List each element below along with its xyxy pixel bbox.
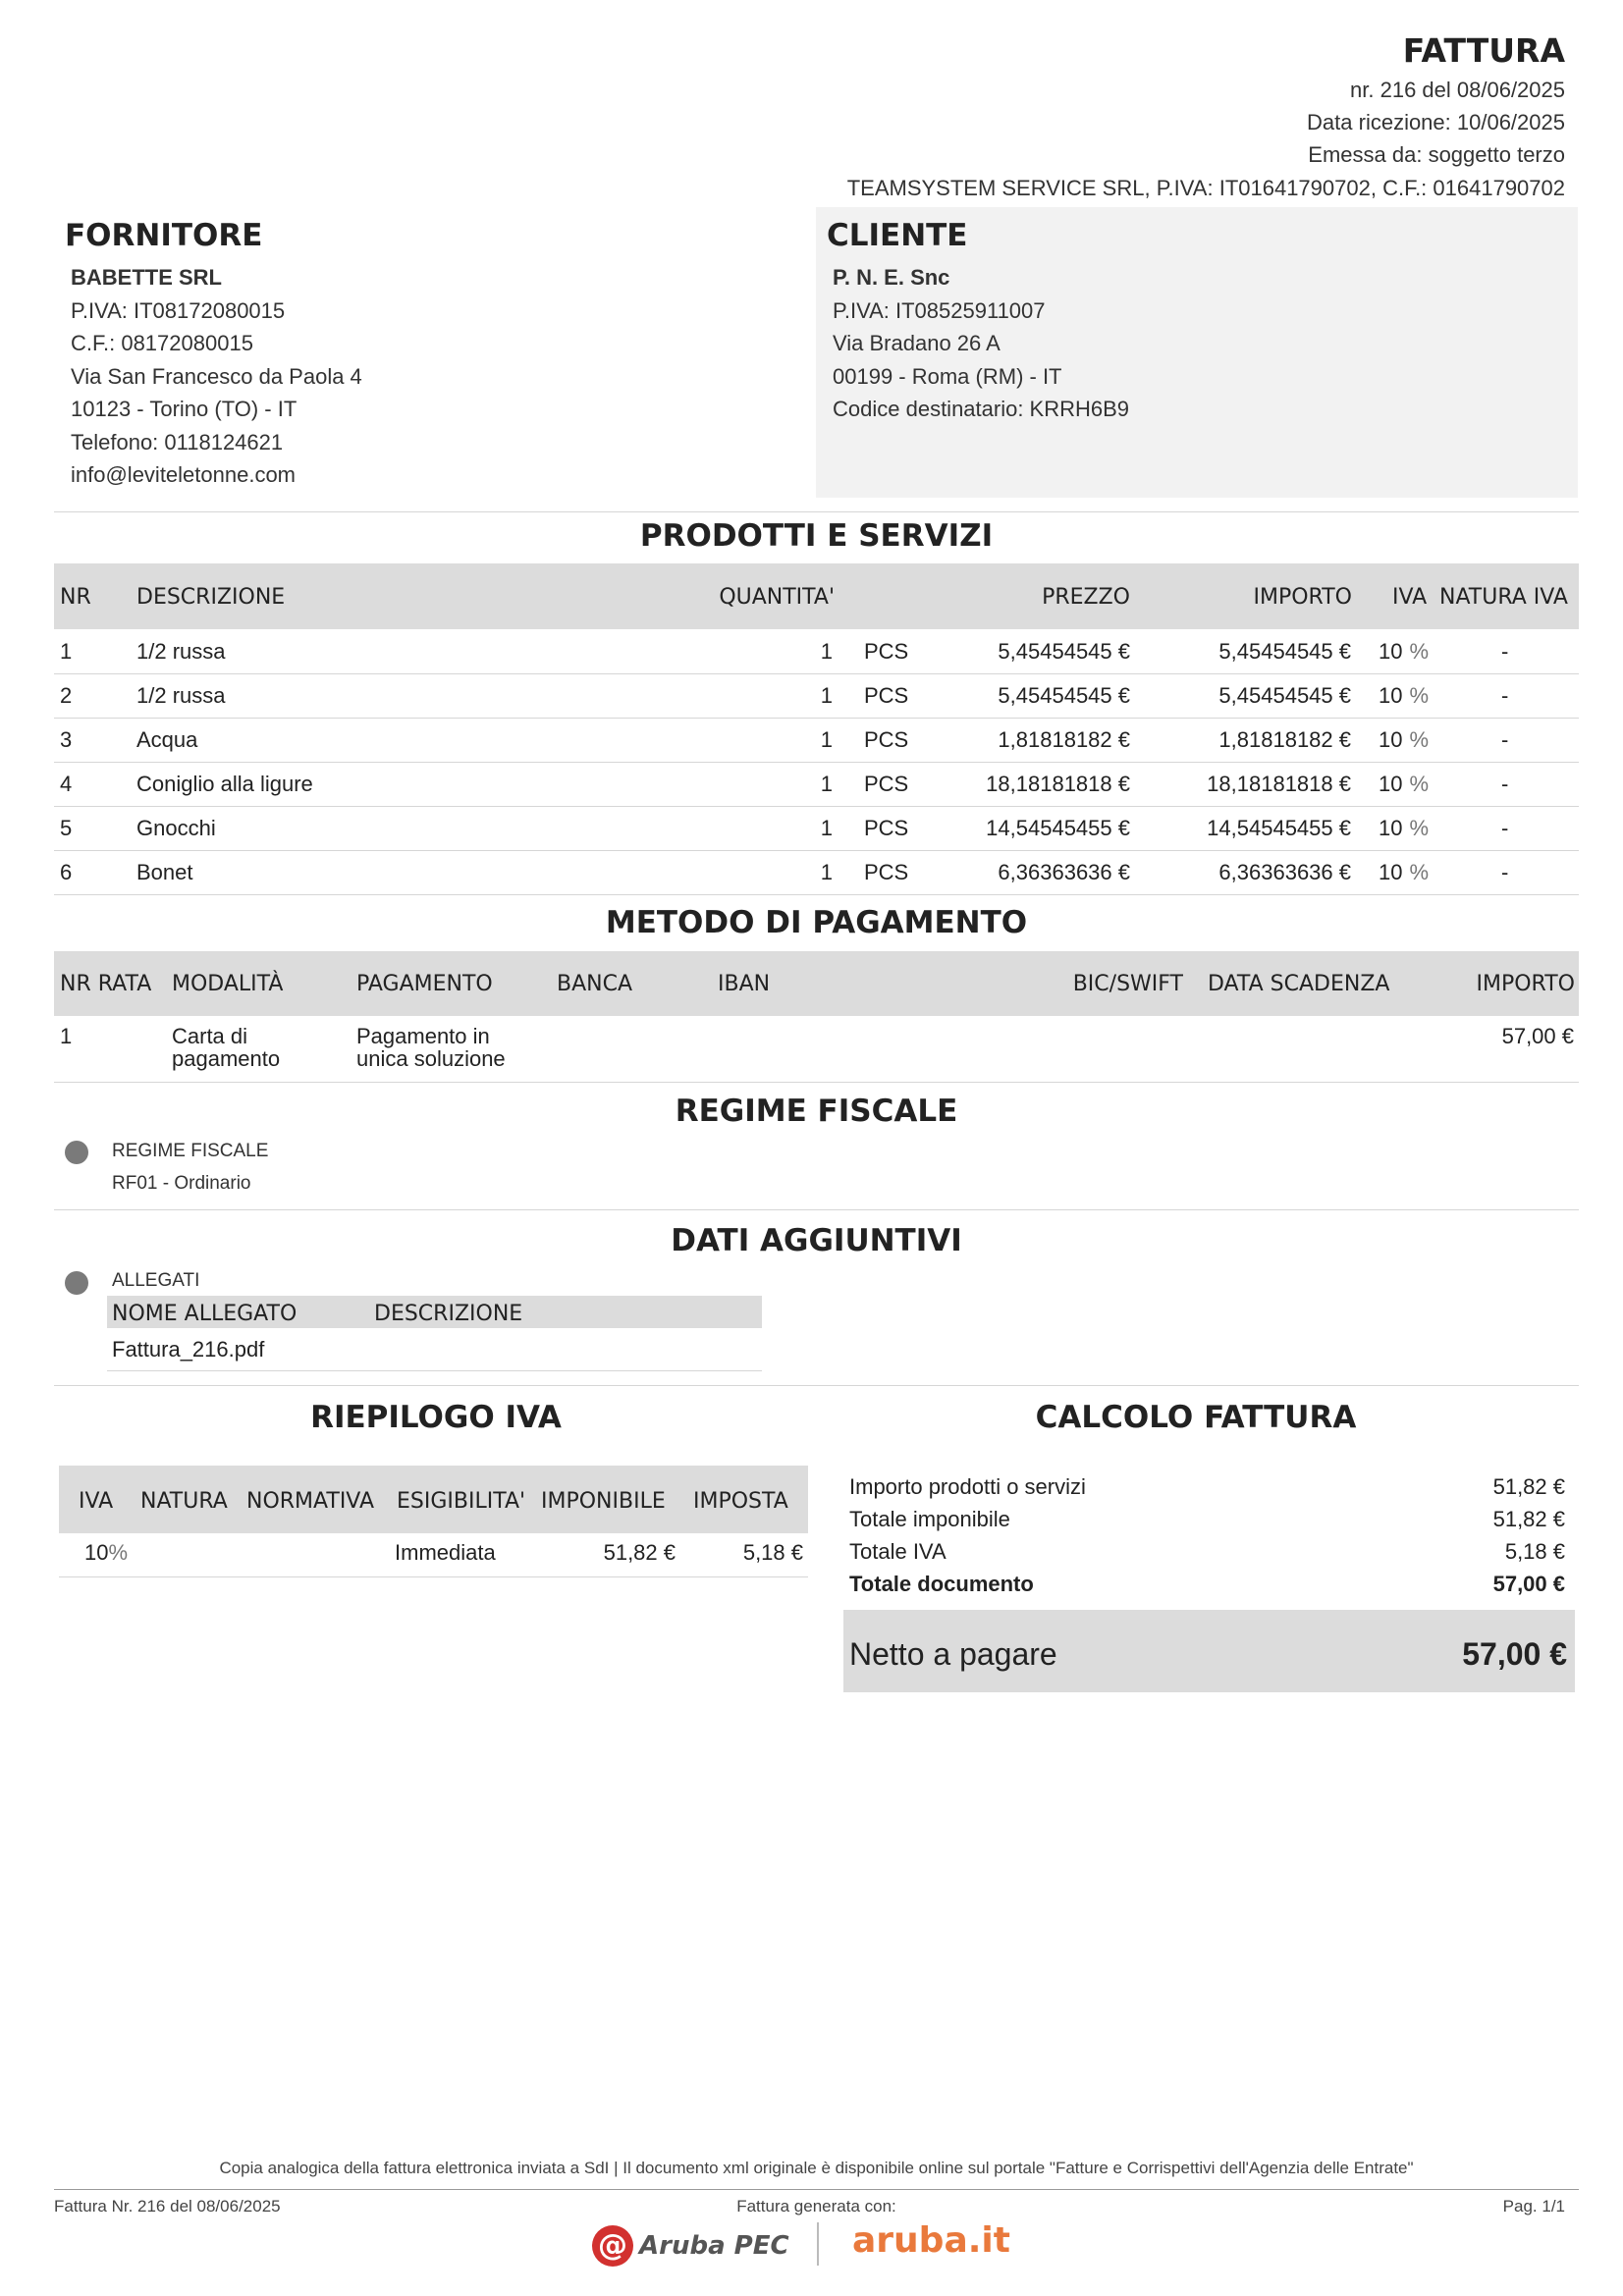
row-nr: 1 <box>60 639 73 664</box>
row-iva <box>1379 639 1429 665</box>
customer-block <box>833 261 1129 426</box>
third-party: TEAMSYSTEM SERVICE SRL, P.IVA: IT01641790702, C.F.: 01641790702 <box>846 176 1565 200</box>
row-nr: 6 <box>60 860 73 884</box>
supplier-heading: FORNITORE <box>65 218 263 253</box>
col-description: DESCRIZIONE <box>136 585 286 610</box>
net-to-pay-value: 57,00 € <box>1462 1636 1567 1672</box>
vat-rate-percent: % <box>108 1540 129 1565</box>
col-nr: NR <box>60 585 91 610</box>
supplier-city: 10123 - Torino (TO) - IT <box>71 397 298 421</box>
attachment-bullet-icon <box>65 1271 88 1295</box>
col-iban: IBAN <box>718 972 771 996</box>
row-iva-percent: % <box>1409 639 1430 664</box>
row-divider <box>54 850 1579 851</box>
row-nr: 3 <box>60 727 73 752</box>
supplier-vat: P.IVA: IT08172080015 <box>71 297 286 323</box>
payment-amount: 57,00 € <box>1501 1024 1574 1048</box>
row-iva <box>1379 816 1429 841</box>
row-nr: 4 <box>60 772 73 796</box>
col-iva: IVA <box>1392 585 1428 610</box>
calc-products-value: 51,82 € <box>1492 1474 1565 1499</box>
customer-vat: P.IVA: IT08525911007 <box>833 297 1046 323</box>
regime-bullet-icon <box>65 1141 88 1164</box>
row-quantity: 1 <box>820 727 833 752</box>
row-description: Coniglio alla ligure <box>136 772 313 796</box>
divider <box>59 1576 808 1577</box>
row-iva-percent: % <box>1409 860 1430 884</box>
row-unit: PCS <box>864 639 909 664</box>
row-nr: 5 <box>60 816 73 840</box>
row-quantity: 1 <box>820 860 833 884</box>
col-vat-tax: IMPOSTA <box>693 1489 788 1514</box>
supplier-street: Via San Francesco da Paola 4 <box>71 363 362 389</box>
row-amount: 18,18181818 € <box>1207 772 1351 796</box>
row-nature: - <box>1501 727 1509 752</box>
customer-city: 00199 - Roma (RM) - IT <box>833 363 1062 389</box>
row-amount: 14,54545455 € <box>1207 816 1351 840</box>
row-iva-value: 10 <box>1379 639 1403 664</box>
row-unit: PCS <box>864 727 909 752</box>
payment-mode-2: pagamento <box>172 1046 281 1071</box>
calc-taxable-value: 51,82 € <box>1492 1507 1565 1531</box>
col-vat-norm: NORMATIVA <box>246 1489 375 1514</box>
payment-title: METODO DI PAGAMENTO <box>605 905 1028 940</box>
row-description: Acqua <box>136 727 198 752</box>
calc-total-label: Totale documento <box>849 1572 1034 1596</box>
row-iva <box>1379 683 1429 709</box>
row-divider <box>54 894 1579 895</box>
row-amount: 5,45454545 € <box>1218 683 1351 708</box>
vat-exigibility: Immediata <box>395 1540 496 1565</box>
issued-by: Emessa da: soggetto terzo <box>1308 142 1565 167</box>
row-unit: PCS <box>864 683 909 708</box>
row-quantity: 1 <box>820 683 833 708</box>
aruba-it-logo: aruba.it <box>852 2220 1010 2261</box>
row-description: 1/2 russa <box>136 639 226 664</box>
divider <box>54 1385 1579 1386</box>
row-divider <box>54 806 1579 807</box>
net-to-pay-label: Netto a pagare <box>849 1636 1057 1672</box>
row-amount: 1,81818182 € <box>1218 727 1351 752</box>
customer-street: Via Bradano 26 A <box>833 331 1001 355</box>
row-nature: - <box>1501 816 1509 840</box>
col-attachment-name: NOME ALLEGATO <box>112 1302 298 1326</box>
row-iva <box>1379 772 1429 797</box>
footer-invoice-ref: Fattura Nr. 216 del 08/06/2025 <box>54 2197 281 2216</box>
row-nature: - <box>1501 772 1509 796</box>
received-date: Data ricezione: 10/06/2025 <box>1307 110 1565 134</box>
row-divider <box>54 673 1579 674</box>
regime-label: REGIME FISCALE <box>112 1141 269 1161</box>
divider <box>54 1082 1579 1083</box>
row-iva-value: 10 <box>1379 772 1403 796</box>
calc-vat-label: Totale IVA <box>849 1539 947 1564</box>
vat-rate <box>84 1540 128 1566</box>
footer-note: Copia analogica della fattura elettronica inviata a SdI | Il documento xml originale è disponibile online sul portale "Fatture e Corrispettivi dell'Agenzia delle Entrate" <box>219 2159 1414 2177</box>
col-vat-exig: ESIGIBILITA' <box>397 1489 526 1514</box>
payment-term-1: Pagamento in <box>356 1024 490 1048</box>
row-price: 5,45454545 € <box>998 683 1130 708</box>
divider <box>54 511 1579 512</box>
row-description: Gnocchi <box>136 816 216 840</box>
row-price: 1,81818182 € <box>998 727 1130 752</box>
payment-nr: 1 <box>60 1024 73 1048</box>
aruba-pec-wordmark: Aruba PEC <box>639 2231 789 2261</box>
col-vat-rate: IVA <box>79 1489 114 1514</box>
col-vat-taxable: IMPONIBILE <box>541 1489 666 1514</box>
attachments-label: ALLEGATI <box>112 1270 200 1291</box>
footer-divider <box>54 2189 1579 2190</box>
row-iva-value: 10 <box>1379 727 1403 752</box>
row-nature: - <box>1501 683 1509 708</box>
payment-mode-1: Carta di <box>172 1024 248 1048</box>
row-unit: PCS <box>864 860 909 884</box>
vat-taxable: 51,82 € <box>603 1540 676 1565</box>
logo-separator <box>817 2222 819 2266</box>
calc-vat-value: 5,18 € <box>1504 1539 1565 1564</box>
col-mode: MODALITÀ <box>172 972 284 996</box>
row-iva <box>1379 727 1429 753</box>
row-description: Bonet <box>136 860 193 884</box>
supplier-tax-code: C.F.: 08172080015 <box>71 331 253 355</box>
divider <box>107 1370 762 1371</box>
regime-title: REGIME FISCALE <box>675 1094 958 1129</box>
col-bic: BIC/SWIFT <box>1072 972 1183 996</box>
col-amount: IMPORTO <box>1253 585 1352 610</box>
row-price: 18,18181818 € <box>986 772 1130 796</box>
divider <box>54 1209 1579 1210</box>
row-unit: PCS <box>864 772 909 796</box>
row-amount: 5,45454545 € <box>1218 639 1351 664</box>
customer-name: P. N. E. Snc <box>833 265 950 290</box>
col-due-date: DATA SCADENZA <box>1208 972 1390 996</box>
vat-tax: 5,18 € <box>742 1540 803 1565</box>
supplier-block <box>71 261 362 492</box>
row-quantity: 1 <box>820 639 833 664</box>
footer-page-number: Pag. 1/1 <box>1502 2197 1565 2216</box>
col-nature: NATURA IVA <box>1439 585 1568 610</box>
regime-value: RF01 - Ordinario <box>112 1173 251 1194</box>
col-vat-nature: NATURA <box>140 1489 228 1514</box>
col-bank: BANCA <box>557 972 633 996</box>
vat-summary-title: RIEPILOGO IVA <box>310 1400 562 1435</box>
footer-generated-with: Fattura generata con: <box>736 2197 896 2216</box>
row-iva-value: 10 <box>1379 860 1403 884</box>
calc-taxable-label: Totale imponibile <box>849 1507 1010 1531</box>
attachment-file[interactable]: Fattura_216.pdf <box>112 1337 265 1362</box>
row-price: 14,54545455 € <box>986 816 1130 840</box>
col-price: PREZZO <box>1042 585 1130 610</box>
invoice-number: nr. 216 del 08/06/2025 <box>1350 78 1565 102</box>
payment-term-2: unica soluzione <box>356 1046 506 1071</box>
col-quantity: QUANTITA' <box>719 585 835 610</box>
calc-title: CALCOLO FATTURA <box>1035 1400 1357 1435</box>
col-pay-amount: IMPORTO <box>1476 972 1575 996</box>
products-title: PRODOTTI E SERVIZI <box>639 518 994 554</box>
at-sign-icon: @ <box>592 2225 633 2267</box>
row-divider <box>54 718 1579 719</box>
supplier-phone: Telefono: 0118124621 <box>71 429 284 454</box>
invoice-title: FATTURA <box>1402 31 1565 70</box>
vat-rate-value: 10 <box>84 1540 109 1565</box>
row-iva-percent: % <box>1409 727 1430 752</box>
row-nr: 2 <box>60 683 73 708</box>
row-divider <box>54 762 1579 763</box>
row-description: 1/2 russa <box>136 683 226 708</box>
row-iva-percent: % <box>1409 683 1430 708</box>
calc-total-value: 57,00 € <box>1492 1572 1565 1596</box>
row-quantity: 1 <box>820 816 833 840</box>
supplier-name: BABETTE SRL <box>71 265 222 290</box>
row-price: 5,45454545 € <box>998 639 1130 664</box>
col-payment: PAGAMENTO <box>356 972 493 996</box>
customer-heading: CLIENTE <box>827 218 968 253</box>
row-nature: - <box>1501 860 1509 884</box>
extra-title: DATI AGGIUNTIVI <box>671 1223 962 1258</box>
row-quantity: 1 <box>820 772 833 796</box>
row-price: 6,36363636 € <box>998 860 1130 884</box>
row-iva-percent: % <box>1409 816 1430 840</box>
customer-recipient-code: Codice destinatario: KRRH6B9 <box>833 397 1130 421</box>
row-iva-value: 10 <box>1379 683 1403 708</box>
row-nature: - <box>1501 639 1509 664</box>
row-iva-value: 10 <box>1379 816 1403 840</box>
col-rate-nr: NR RATA <box>60 972 152 996</box>
row-iva <box>1379 860 1429 885</box>
calc-products-label: Importo prodotti o servizi <box>849 1474 1086 1499</box>
row-iva-percent: % <box>1409 772 1430 796</box>
col-attachment-desc: DESCRIZIONE <box>374 1302 523 1326</box>
row-unit: PCS <box>864 816 909 840</box>
aruba-pec-logo <box>592 2224 789 2268</box>
row-amount: 6,36363636 € <box>1218 860 1351 884</box>
supplier-email: info@leviteletonne.com <box>71 462 297 487</box>
